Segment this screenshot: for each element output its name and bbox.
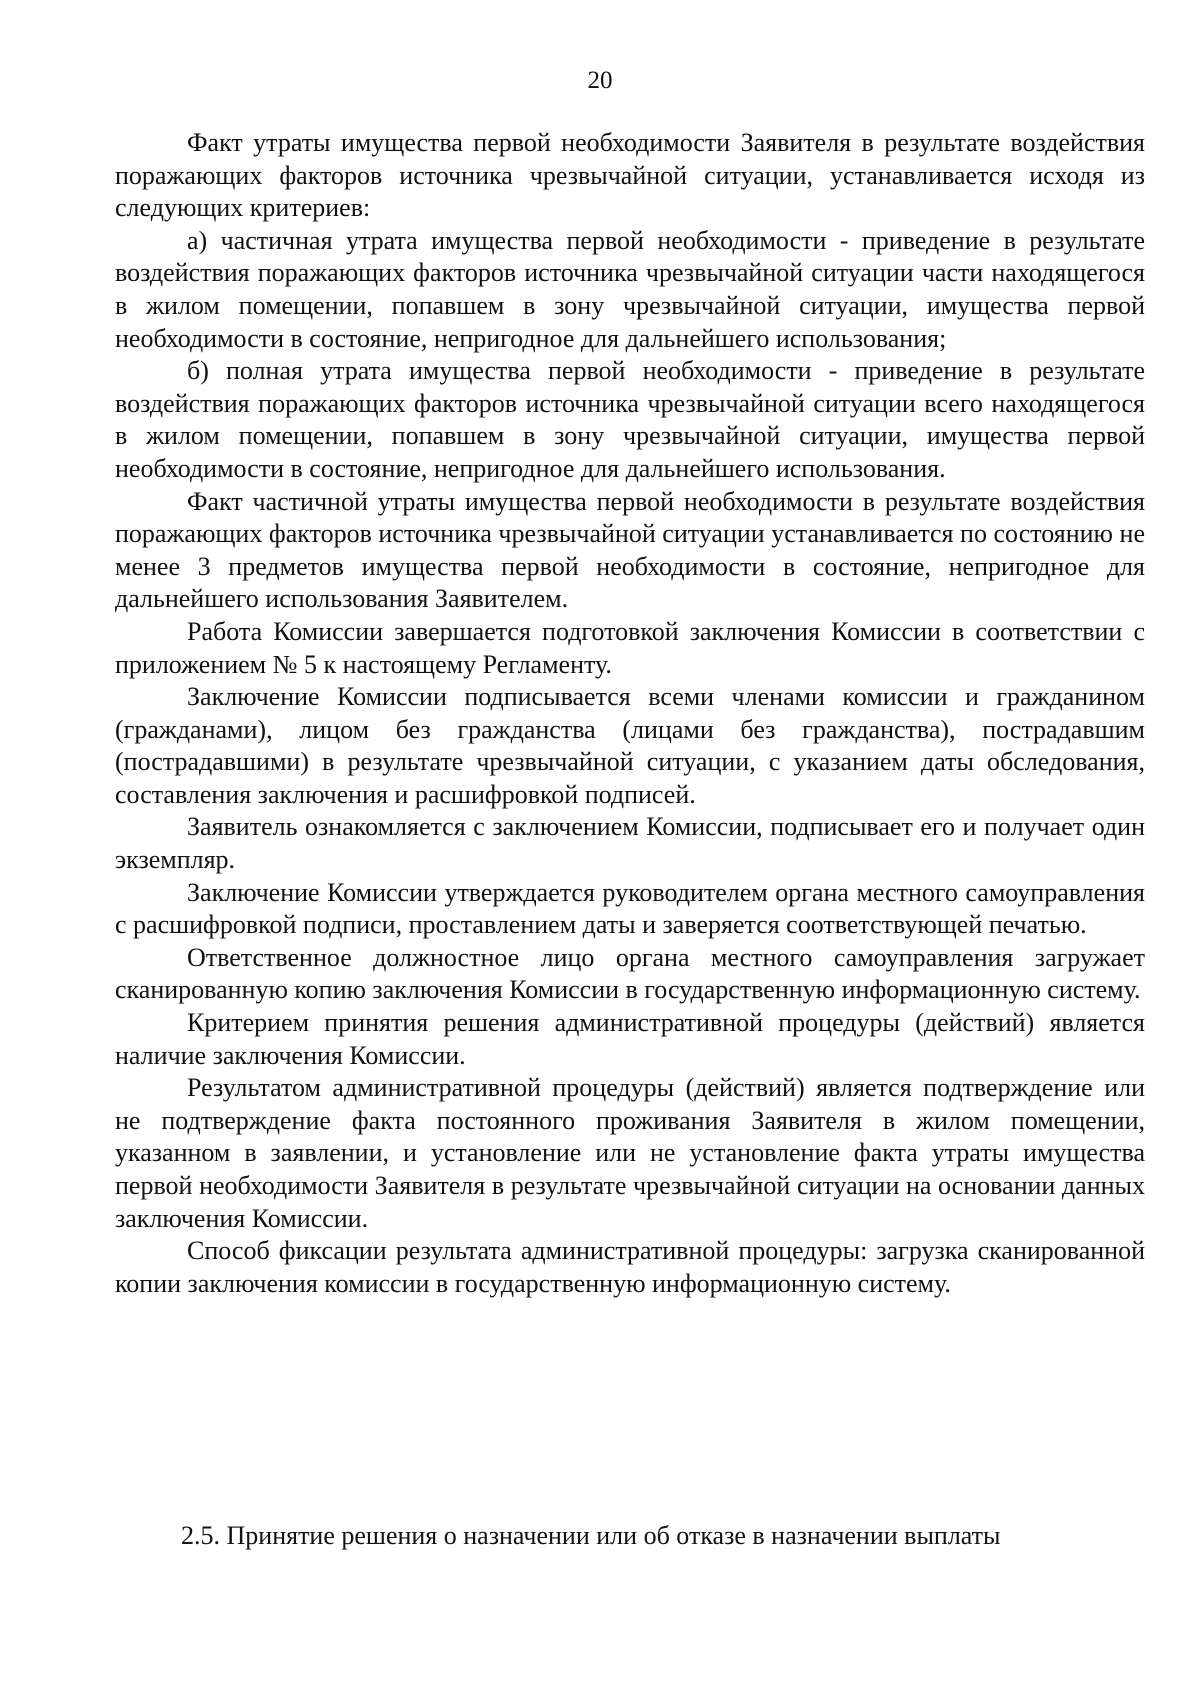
paragraph-loss-criteria: Факт утраты имущества первой необходимости Заявителя в результате воздействия поражающих факторов источника чрезвычайной ситуации, устанавливается исходя из следующих критериев:	[115, 128, 1145, 223]
page-number: 20	[587, 67, 613, 94]
paragraph-upload-copy: Ответственное должностное лицо органа местного самоуправления загружает сканированную копию заключения Комиссии в государственную информационную систему.	[115, 942, 1145, 1005]
paragraph-procedure-result: Результатом административной процедуры (действий) является подтверждение или не подтверждение факта постоянного проживания Заявителя в жилом помещении, указанном в заявлении, и установление или не установление факта утраты имущества первой необходимости Заявителя в результате чрезвычайной ситуации на основании данных заключения Комиссии.	[115, 1073, 1145, 1233]
paragraph-partial-loss-fact: Факт частичной утраты имущества первой необходимости в результате воздействия поражающих факторов источника чрезвычайной ситуации устанавливается по состоянию не менее 3 предметов имущества первой необходимости в состояние, непригодное для дальнейшего использования Заявителем.	[115, 486, 1145, 614]
paragraph-fixation-method: Способ фиксации результата административной процедуры: загрузка сканированной копии заключения комиссии в государственную информационную систему.	[115, 1236, 1145, 1298]
paragraph-conclusion-signing: Заключение Комиссии подписывается всеми членами комиссии и гражданином (гражданами), лицом без гражданства (лицами без гражданства), пострадавшим (пострадавшими) в результате чрезвычайной ситуации, с указанием даты обследования, составления заключения и расшифровкой подписей.	[115, 682, 1145, 809]
paragraph-partial-loss: а) частичная утрата имущества первой необходимости - приведение в результате воздействия поражающих факторов источника чрезвычайной ситуации части находящегося в жилом помещении, попавшем в зону чрезвычайной ситуации, имущества первой необходимости в состояние, непригодное для дальнейшего использования;	[115, 225, 1145, 353]
paragraph-full-loss: б) полная утрата имущества первой необходимости - приведение в результате воздействия поражающих факторов источника чрезвычайной ситуации всего находящегося в жилом помещении, попавшем в зону чрезвычайной ситуации, имущества первой необходимости в состояние, непригодное для дальнейшего использования.	[115, 356, 1145, 483]
paragraph-conclusion-approval: Заключение Комиссии утверждается руководителем органа местного самоуправления с расшифровкой подписи, проставлением даты и заверяется соответствующей печатью.	[115, 877, 1145, 940]
paragraph-decision-criterion: Критерием принятия решения административной процедуры (действий) является наличие заключения Комиссии.	[115, 1008, 1145, 1070]
paragraph-applicant-review: Заявитель ознакомляется с заключением Комиссии, подписывает его и получает один экземпляр.	[115, 812, 1145, 875]
paragraph-commission-work: Работа Комиссии завершается подготовкой заключения Комиссии в соответствии с приложением № 5 к настоящему Регламенту.	[115, 616, 1145, 679]
document-body	[115, 127, 1145, 1300]
section-heading: 2.5. Принятие решения о назначении или об отказе в назначении выплаты	[181, 1521, 1001, 1550]
